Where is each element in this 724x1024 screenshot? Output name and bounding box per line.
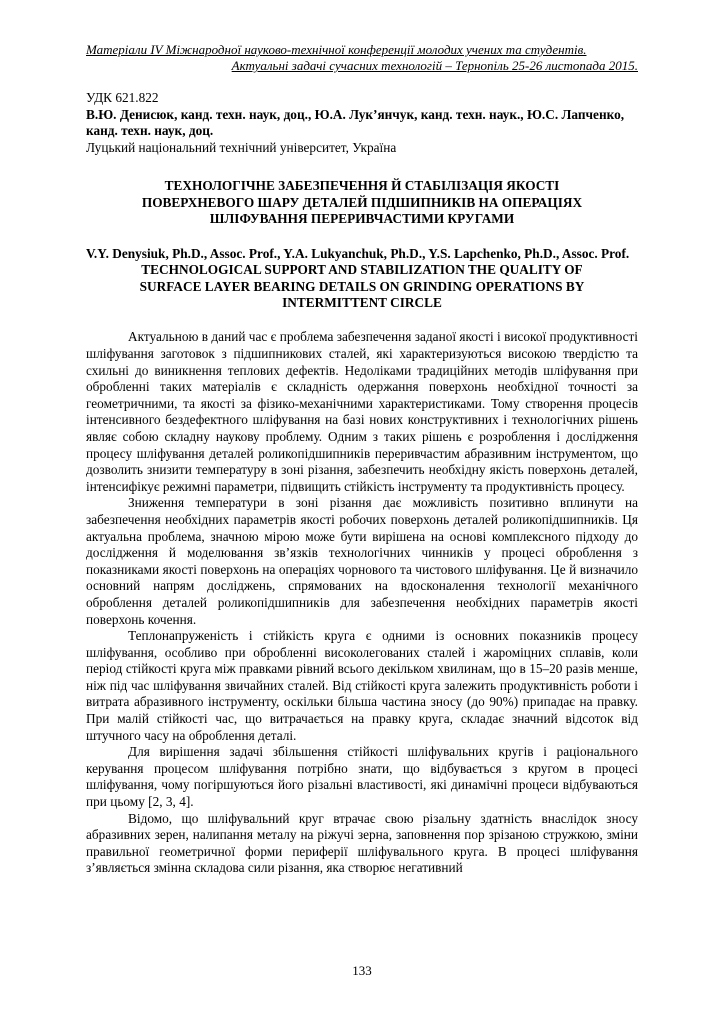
authors-english: V.Y. Denysiuk, Ph.D., Assoc. Prof., Y.A. Lukyanchuk, Ph.D., Y.S. Lapchenko, Ph.D., Assoc. Prof.: [86, 245, 630, 261]
article-content: [86, 90, 638, 877]
paragraph-4: Для вирішення задачі збільшення стійкості шліфувальних кругів і раціонального керування процесом шліфування потрібно знати, що відбувається з кругом в процесі шліфування, чому погіршуються його різальні властивості, які динамічні процеси відбуваються при цьому [2, 3, 4].: [86, 744, 638, 810]
paragraph-1: Актуальною в даний час є проблема забезпечення заданої якості і високої продуктивності шліфування заготовок з підшипникових сталей, які характеризуються високою твердістю та схильні до виникнення теплових дефектів. Недоліками традиційних методів шліфування при обробленні таких матеріалів є складність одержання поверхонь необхідної точності за геометричними, та якості за фізико-механічними характеристиками. Тому створення процесів інтенсивного бездефектного шліфування на базі нових конструктивних і технологічних рішень являє собою складну наукову проблему. Одним з таких рішень є розроблення і дослідження процесу шліфування деталей роликопідшипників переривчастим абразивним інструментом, що дозволить знизити температуру в зоні різання, забезпечить необхідну якість поверхонь деталей, інтенсифікує режимні параметри, підвищить стійкість інструменту та продуктивність процесу.: [86, 329, 638, 494]
page-number: 133: [352, 963, 372, 978]
title-ukrainian: ТЕХНОЛОГІЧНЕ ЗАБЕЗПЕЧЕННЯ Й СТАБІЛІЗАЦІЯ ЯКОСТІ ПОВЕРХНЕВОГО ШАРУ ДЕТАЛЕЙ ПІДШИПНИКІВ НА ОПЕРАЦІЯХ ШЛІФУВАННЯ ПЕРЕРИВЧАСТИМИ КРУГАМИ: [141, 178, 583, 227]
paragraph-2: Зниження температури в зоні різання дає можливість позитивно вплинути на забезпечення необхідних параметрів якості робочих поверхонь деталей роликопідшипників. Ця актуальна проблема, значною мірою може бути вирішена на основі комплексного підходу до дослідження й моделювання зв’язків технологічних чинників у процесі оброблення з показниками якості поверхонь на операціях чорнового та чистового шліфування. Це й визначило основний напрям досліджень, спрямованих на вдосконалення технології механічного оброблення деталей роликопідшипників для забезпечення необхідних параметрів якості поверхонь кочення.: [86, 495, 638, 627]
paragraph-3: Теплонапруженість і стійкість круга є одними із основних показників процесу шліфування, особливо при обробленні високолегованих сталей і жароміцних сплавів, коли період стійкості круга між правками рівний всього декільком хвилинам, що в 15–20 разів менше, ніж під час шліфування звичайних сталей. Від стійкості круга залежить продуктивність роботи і витрата абразивного інструменту, оскільки більша частина зносу (до 90%) припадає на правку. При малій стійкості час, що витрачається на правку круга, складає значний відсоток від штучного часу на оброблення деталі.: [86, 628, 638, 743]
paragraph-5: Відомо, що шліфувальний круг втрачає свою різальну здатність внаслідок зносу абразивних зерен, налипання металу на ріжучі зерна, заповнення пор зрізаною стружкою, зміни правильної геометричної форми периферії шліфувального круга. В процесі шліфування з’являється змінна складова сили різання, яка створює негативний: [86, 810, 638, 876]
title-english: TECHNOLOGICAL SUPPORT AND STABILIZATION THE QUALITY OF SURFACE LAYER BEARING DETAILS ON GRINDING OPERATIONS BY INTERMITTENT CIRCLE: [139, 262, 585, 310]
running-header: [86, 42, 638, 74]
authors-ukrainian: В.Ю. Денисюк, канд. техн. наук, доц., Ю.А. Лук’янчук, канд. техн. наук., Ю.С. Лапченко, канд. техн. наук, доц.: [86, 106, 625, 139]
udk-code: УДК 621.822: [86, 90, 159, 105]
affiliation: Луцький національний технічний університет, Україна: [86, 139, 397, 155]
header-line-1: Матеріали IV Міжнародної науково-технічної конференції молодих учених та студентів.: [86, 42, 587, 57]
header-line-2: Актуальні задачі сучасних технологій – Тернопіль 25-26 листопада 2015.: [231, 58, 638, 73]
article-body: [86, 329, 638, 877]
